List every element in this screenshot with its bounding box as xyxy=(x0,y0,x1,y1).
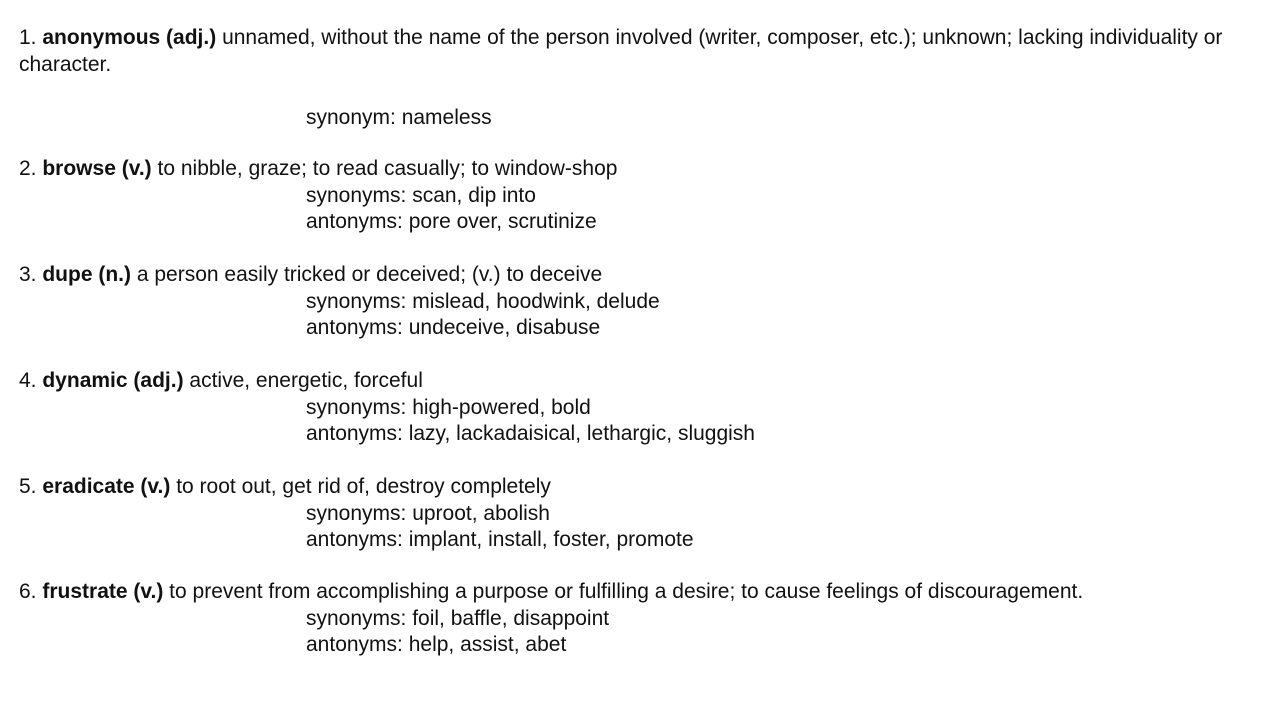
antonyms-line: antonyms: undeceive, disabuse xyxy=(306,316,601,339)
vocab-term: browse (v.) xyxy=(42,157,152,180)
entry-number: 4. xyxy=(19,369,37,392)
definition-text: active, energetic, forceful xyxy=(189,369,423,392)
vocab-term: eradicate (v.) xyxy=(42,475,171,498)
vocab-term: frustrate (v.) xyxy=(42,580,164,603)
definition-text: to prevent from accomplishing a purpose or fulfilling a desire; to cause feelings of discouragement. xyxy=(169,580,1084,603)
antonyms-line: antonyms: pore over, scrutinize xyxy=(306,210,597,233)
definition-text: to root out, get rid of, destroy completely xyxy=(176,475,551,498)
definition-line xyxy=(19,368,1264,395)
vocab-entry-dynamic xyxy=(19,368,1264,448)
synonyms-line: synonyms: uproot, abolish xyxy=(306,501,550,525)
entry-number: 1. xyxy=(19,26,37,49)
vocab-term: dupe (n.) xyxy=(42,263,132,286)
definition-line xyxy=(19,474,1264,501)
vocab-term: dynamic (adj.) xyxy=(42,369,184,392)
synonyms-line: synonyms: scan, dip into xyxy=(306,183,536,207)
antonyms-line: antonyms: lazy, lackadaisical, lethargic, sluggish xyxy=(306,422,755,445)
vocab-entry-eradicate xyxy=(19,474,1264,554)
definition-line xyxy=(19,156,1264,183)
synonyms-line: synonym: nameless xyxy=(306,105,492,129)
vocab-entry-browse xyxy=(19,156,1264,236)
entry-number: 5. xyxy=(19,475,37,498)
synonyms-line: synonyms: high-powered, bold xyxy=(306,395,591,419)
definition-line xyxy=(19,25,1264,78)
antonyms-line: antonyms: help, assist, abet xyxy=(306,633,567,656)
entry-number: 3. xyxy=(19,263,37,286)
entry-number: 6. xyxy=(19,580,37,603)
entry-number: 2. xyxy=(19,157,37,180)
definition-line xyxy=(19,262,1264,289)
vocab-term: anonymous (adj.) xyxy=(42,26,217,49)
vocab-entry-anonymous xyxy=(19,25,1264,131)
synonyms-line: synonyms: foil, baffle, disappoint xyxy=(306,606,610,630)
antonyms-line: antonyms: implant, install, foster, promote xyxy=(306,528,694,551)
synonyms-line: synonyms: mislead, hoodwink, delude xyxy=(306,289,660,313)
vocab-entry-dupe xyxy=(19,262,1264,342)
definition-line xyxy=(19,579,1264,606)
definition-text: unnamed, without the name of the person involved (writer, composer, etc.); unknown; lacking individuality or character. xyxy=(19,26,1223,76)
definition-text: a person easily tricked or deceived; (v.) to deceive xyxy=(136,263,603,286)
definition-text: to nibble, graze; to read casually; to window-shop xyxy=(157,157,618,180)
vocab-entry-frustrate xyxy=(19,579,1264,659)
